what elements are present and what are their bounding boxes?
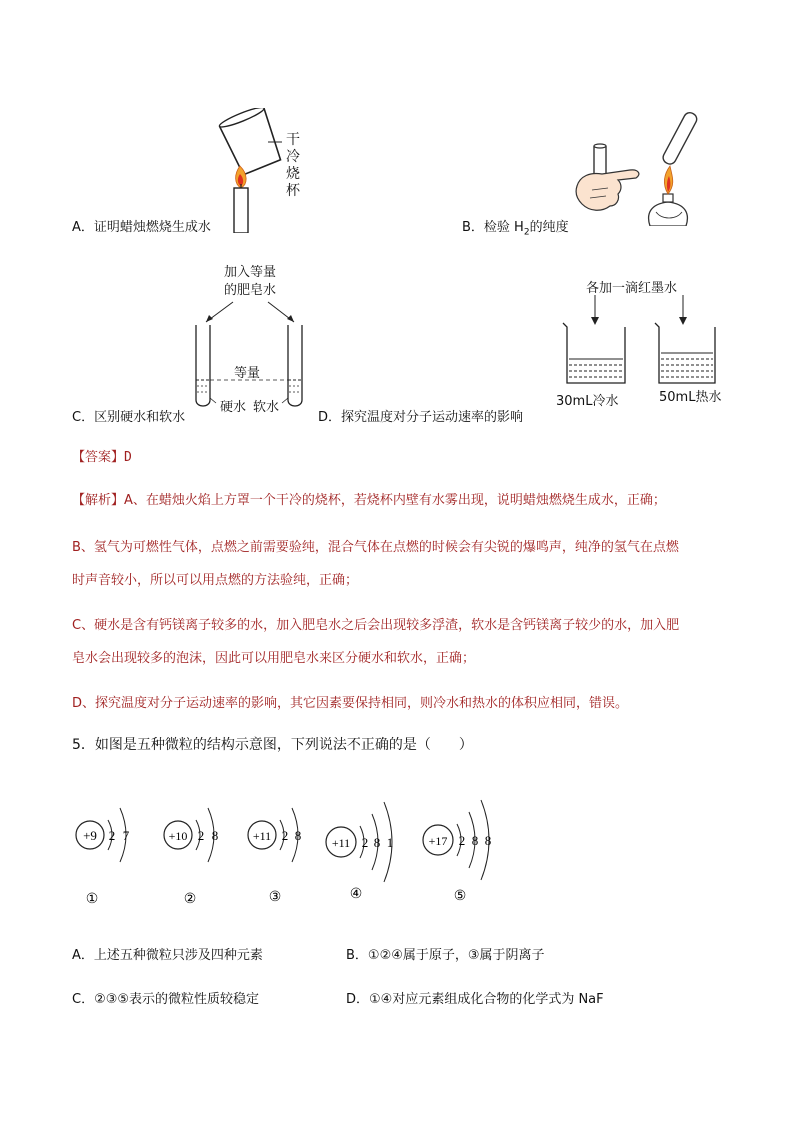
- cold-beaker-label-char: 杯: [286, 183, 300, 199]
- particle-1-index: ①: [85, 892, 99, 907]
- analysis-line: C、硬水是含有钙镁离子较多的水，加入肥皂水之后会出现较多浮渣，软水是含钙镁离子较少的水，加入肥: [72, 618, 680, 633]
- particle-1-nucleus: +9: [83, 828, 97, 843]
- q5-option-c: C．②③⑤表示的微粒性质较稳定: [72, 992, 260, 1007]
- analysis-line: 皂水会出现较多的泡沫，因此可以用肥皂水来区分硬水和软水，正确；: [72, 651, 476, 666]
- analysis-line: 【解析】A、在蜡烛火焰上方罩一个干冷的烧杯，若烧杯内壁有水雾出现，说明蜡烛燃烧生成水，正确；: [72, 493, 666, 508]
- particle-5-shell-1: 2: [458, 833, 466, 848]
- particle-4-shell-2: 8: [373, 835, 381, 850]
- soap-water-label-line2: 的肥皂水: [223, 283, 276, 298]
- particle-3: [248, 808, 301, 905]
- particle-5-shell-3: 8: [484, 833, 492, 848]
- q4-option-b: [462, 216, 569, 238]
- answer-line: [72, 446, 132, 465]
- hard-water-label: 硬水: [220, 400, 247, 415]
- q4-option-d: D．探究温度对分子运动速率的影响: [318, 410, 524, 425]
- cold-water-label: 30mL冷水: [556, 394, 619, 409]
- cold-beaker-label-char: 冷: [286, 149, 300, 165]
- hard-soft-water-figure: [188, 300, 313, 415]
- answer-value: D: [124, 450, 132, 465]
- q4-option-b-subscript: 2: [523, 227, 530, 238]
- q5-option-b: B．①②④属于原子，③属于阴离子: [346, 948, 545, 963]
- soap-water-label-line1: 加入等量: [223, 265, 276, 280]
- particle-5: [423, 800, 491, 904]
- particle-3-shell-2: 8: [294, 828, 302, 843]
- particle-3-shell-1: 2: [281, 828, 289, 843]
- particle-2-nucleus: +10: [168, 829, 188, 843]
- soap-water-label: [220, 264, 280, 300]
- q4-option-c: C．区别硬水和软水: [72, 410, 186, 425]
- particle-3-index: ③: [268, 890, 282, 905]
- red-ink-label: 各加一滴红墨水: [586, 281, 678, 296]
- particle-2-index: ②: [183, 892, 197, 907]
- soft-water-label: 软水: [253, 400, 280, 415]
- q5-stem: 5．如图是五种微粒的结构示意图，下列说法不正确的是（ ）: [72, 737, 473, 753]
- atom-structure-diagrams: [70, 790, 510, 915]
- particle-2-shell-2: 8: [211, 828, 219, 843]
- particle-4-index: ④: [349, 887, 363, 902]
- particle-5-nucleus: +17: [428, 834, 448, 848]
- hot-water-label: 50mL热水: [659, 390, 722, 405]
- q5-option-d: D．①④对应元素组成化合物的化学式为 NaF: [346, 992, 604, 1007]
- beakers-figure: [555, 295, 725, 385]
- particle-4-shell-3: 1: [386, 835, 394, 850]
- q4-option-a: A．证明蜡烛燃烧生成水: [72, 220, 211, 235]
- particle-5-index: ⑤: [453, 889, 467, 904]
- particle-1-shell-1: 2: [108, 828, 116, 843]
- particle-5-shell-2: 8: [471, 833, 479, 848]
- hydrogen-purity-figure: [572, 108, 707, 226]
- particle-4-nucleus: +11: [331, 836, 351, 850]
- analysis-line: 时声音较小，所以可以用点燃的方法验纯，正确；: [72, 573, 359, 588]
- q4-option-b-suffix: 的纯度: [529, 220, 569, 235]
- analysis-line: D、探究温度对分子运动速率的影响，其它因素要保持相同，则冷水和热水的体积应相同，错误。: [72, 696, 629, 711]
- cold-beaker-label: [286, 132, 300, 200]
- q5-option-a: A．上述五种微粒只涉及四种元素: [72, 948, 263, 963]
- particle-1: [76, 808, 130, 907]
- particle-4-shell-1: 2: [361, 835, 369, 850]
- cold-beaker-label-char: 干: [286, 132, 300, 148]
- answer-tag: 【答案】: [72, 450, 125, 465]
- analysis-tag: 【解析】: [72, 493, 125, 508]
- particle-1-shell-2: 7: [122, 828, 130, 843]
- particle-3-nucleus: +11: [252, 829, 272, 843]
- analysis-line: B、氢气为可燃性气体，点燃之前需要验纯，混合气体在点燃的时候会有尖锐的爆鸣声，纯净的氢气在点燃: [72, 540, 679, 555]
- q4-option-b-prefix: B．检验 H: [462, 220, 524, 235]
- particle-4: [326, 802, 393, 902]
- cold-beaker-label-char: 烧: [286, 166, 300, 182]
- analysis-block: [72, 484, 732, 720]
- particle-2: [164, 808, 218, 907]
- equal-amount-label: 等量: [234, 366, 261, 381]
- particle-2-shell-1: 2: [197, 828, 205, 843]
